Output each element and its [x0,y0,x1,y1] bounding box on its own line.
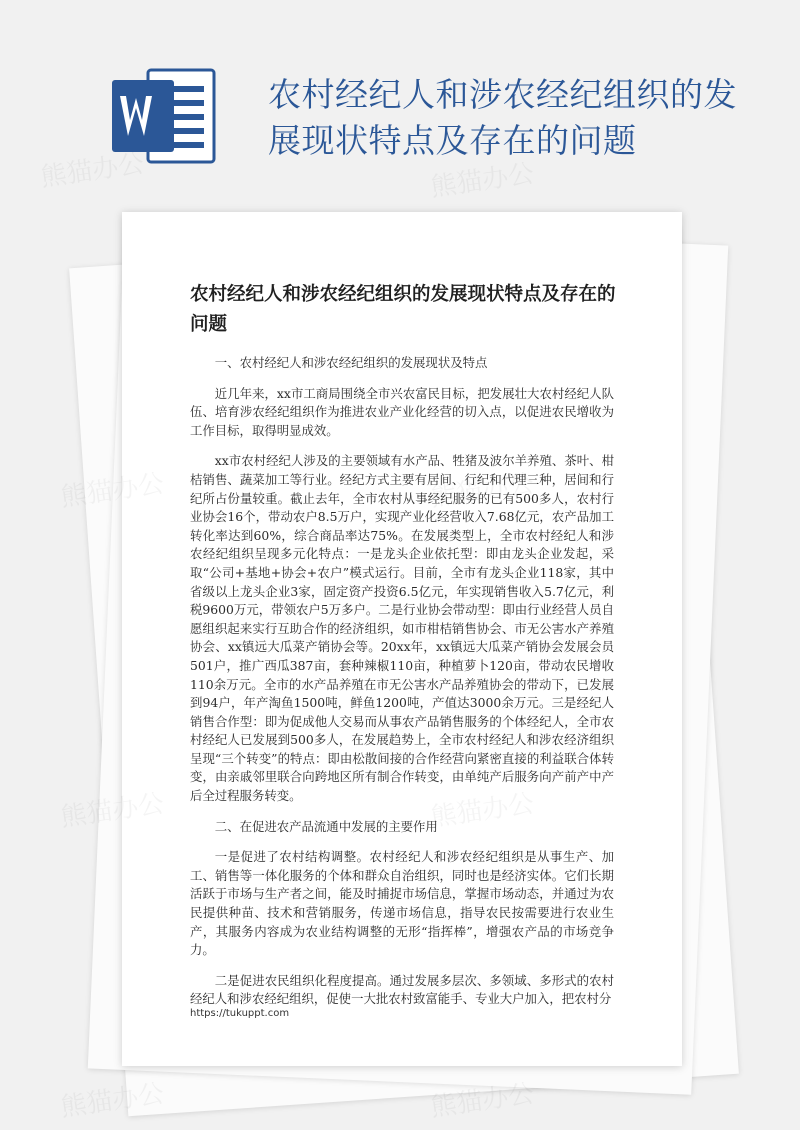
footer-link[interactable]: https://tukuppt.com [190,1008,290,1019]
paragraph: 一是促进了农村结构调整。农村经纪人和涉农经纪组织是从事生产、加工、销售等一体化服务的个体和群众自治组织，同时也是经济实体。它们长期活跃于市场与生产者之间，能及时捕捉市场信息，掌握市场动态，并通过为农民提供种苗、技术和营销服务，传递市场信息，指导农民按需要进行农业生产，其服务内容成为农业结构调整的无形“指挥棒”，增强农产品的市场竞争力。 [190,849,614,958]
section-heading: 二、在促进农产品流通中发展的主要作用 [214,818,438,834]
paragraph: xx市农村经纪人涉及的主要领域有水产品、牲猪及波尔羊养殖、茶叶、柑桔销售、蔬菜加工等行业。经纪方式主要有居间、行纪和代理三种，居间和行纪所占份量较重。截止去年，全市农村从事经纪服务的已有500多人，农村行业协会16个，带动农户8.5万户，实现产业化经营收入7.68亿元，农产品加工转化率达到60%，综合商品率达75%。在发展类型上，全市农村经纪人和涉农经纪组织呈现多元化特点：一是龙头企业依托型：即由龙头企业发起，采取“公司+基地+协会+农户”模式运行。目前，全市有龙头企业118家，其中省级以上龙头企业3家，固定资产投资6.5亿元，年实现销售收入5.7亿元，利税9600万元，带领农户5万多户。二是行业协会带动型：即由行业经营人员自愿组织起来实行互助合作的经济组织，如市柑桔销售协会、市无公害水产养殖协会、xx镇远大瓜菜产销协会等。20xx年，xx镇远大瓜菜产销协会发展会员501户，推广西瓜387亩，套种辣椒110亩，种植萝卜120亩，带动农民增收110余万元。全市的水产品养殖在市无公害水产品养殖协会的带动下，已发展到94户，年产淘鱼1500吨，鲜鱼1200吨，产值达3000余万元。三是经纪人销售合作型：即为促成他人交易而从事农产品销售服务的个体经纪人，全市农村经纪人已发展到500多人，在发展趋势上，全市农村经纪人和涉农经济组织呈现“三个转变”的特点：即由松散间接的合作经营向紧密直接的利益联合体转变，由亲戚邻里联合向跨地区所有制合作转变，由单纯产后服务向产前产中产后全过程服务转变。 [190,453,614,804]
paragraph: 近几年来，xx市工商局围绕全市兴农富民目标，把发展壮大农村经纪人队伍、培育涉农经纪组织作为推进农业产业化经营的切入点，以促进农民增收为工作目标，取得明显成效。 [190,385,614,438]
paragraph: 二是促进农民组织化程度提高。通过发展多层次、多领域、多形式的农村经纪人和涉农经纪组织，促使一大批农村致富能手、专业大户加入，把农村分 [190,972,614,1007]
page-title: 农村经纪人和涉农经纪组织的发展现状特点及存在的问题 [268,75,737,160]
document-body [190,354,614,1021]
word-document-icon [108,64,220,168]
document-title: 农村经纪人和涉农经纪组织的发展现状特点及存在的问题 [190,284,616,335]
section-heading: 一、农村经纪人和涉农经纪组织的发展现状及特点 [214,355,488,370]
document-page [122,212,682,1066]
header-banner [0,0,800,200]
